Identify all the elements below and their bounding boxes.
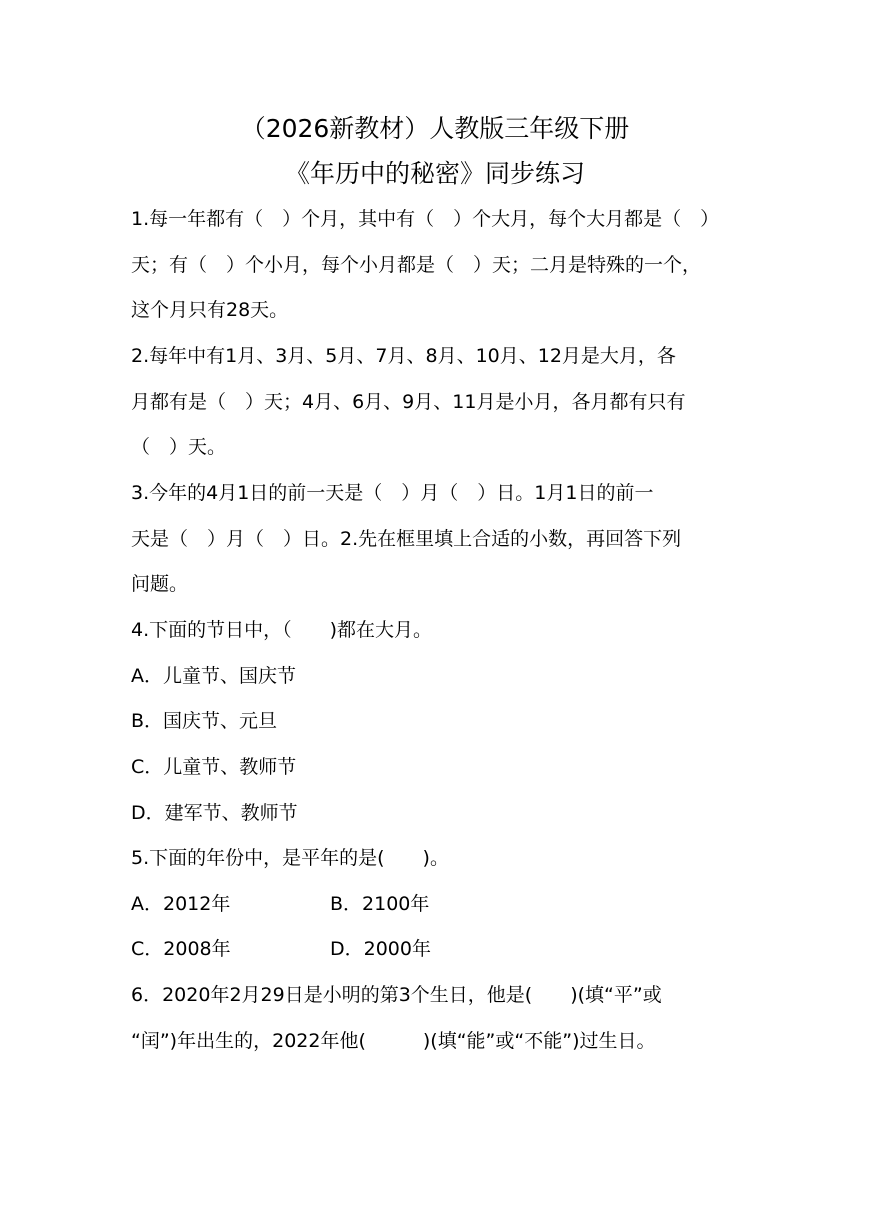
question-6-line-1: 6．2020年2月29日是小明的第3个生日，他是( )(填“平”或 [131,984,662,1006]
question-3-line-2: 天是（ ）月（ ）日。2.先在框里填上合适的小数，再回答下列 [131,528,682,550]
title-line-1: （2026新教材）人教版三年级下册 [240,114,630,143]
question-6-line-2: “闰”)年出生的，2022年他( )(填“能”或“不能”)过生日。 [131,1030,656,1052]
question-4-option-b: B．国庆节、元旦 [131,710,278,732]
question-4-option-d: D．建军节、教师节 [131,802,298,824]
question-4-option-c: C．儿童节、教师节 [131,756,297,778]
question-2-line-1: 2.每年中有1月、3月、5月、7月、8月、10月、12月是大月，各 [131,345,676,367]
question-5-option-c: C．2008年 [131,938,231,960]
question-3-line-1: 3.今年的4月1日的前一天是（ ）月（ ）日。1月1日的前一 [131,482,654,504]
question-4-stem: 4.下面的节日中，（ )都在大月。 [131,619,433,641]
question-2-line-2: 月都有是（ ）天；4月、6月、9月、11月是小月，各月都有只有 [131,391,686,413]
question-5-option-a: A．2012年 [131,893,231,915]
question-5-option-d: D．2000年 [330,938,431,960]
title-line-2: 《年历中的秘密》同步练习 [284,159,585,188]
question-1-line-2: 天；有（ ）个小月，每个小月都是（ ）天；二月是特殊的一个， [131,254,702,276]
question-4-option-a: A．儿童节、国庆节 [131,665,296,687]
question-1-line-1: 1.每一年都有（ ）个月，其中有（ ）个大月，每个大月都是（ ） [131,208,720,230]
question-5-stem: 5.下面的年份中，是平年的是( )。 [131,847,449,869]
question-2-line-3: （ ）天。 [131,436,227,458]
question-5-option-b: B．2100年 [330,893,430,915]
question-1-line-3: 这个月只有28天。 [131,299,289,321]
question-3-line-3: 问题。 [131,573,189,595]
